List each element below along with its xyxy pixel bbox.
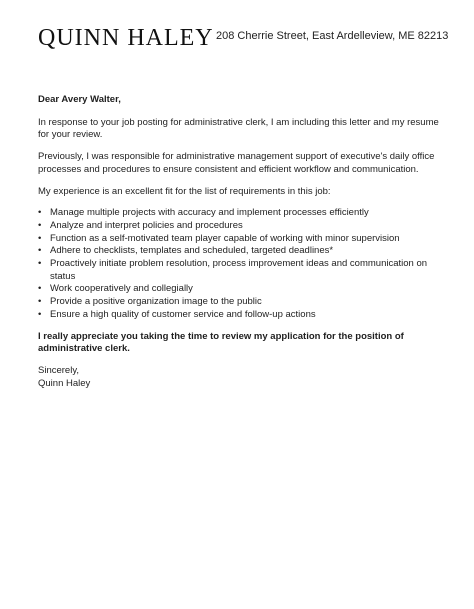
- closing-paragraph: I really appreciate you taking the time to review my application for the position of administrative clerk.: [38, 330, 404, 355]
- salutation: Dear Avery Walter,: [38, 94, 121, 105]
- list-item: • Provide a positive organization image to the public: [38, 296, 440, 309]
- list-item: • Function as a self-motivated team player capable of working with minor supervision: [38, 233, 440, 246]
- list-item: • Analyze and interpret policies and procedures: [38, 220, 440, 233]
- letter-body: [38, 94, 440, 390]
- list-item: • Ensure a high quality of customer service and follow-up actions: [38, 309, 440, 322]
- applicant-address: 208 Cherrie Street, East Ardelleview, ME 82213: [216, 30, 449, 42]
- list-item: • Work cooperatively and collegially: [38, 283, 440, 296]
- list-item: • Manage multiple projects with accuracy and implement processes efficiently: [38, 207, 440, 220]
- paragraph-intro: In response to your job posting for administrative clerk, I am including this letter and my resume for your review.: [38, 116, 439, 141]
- applicant-name: QUINN HALEY: [38, 25, 214, 51]
- requirements-list: [38, 207, 440, 321]
- list-item: • Adhere to checklists, templates and scheduled, targeted deadlines*: [38, 245, 440, 258]
- paragraph-experience: Previously, I was responsible for administrative management support of executive's daily office processes and procedures to ensure consistent and efficient workflow and communication.: [38, 151, 435, 175]
- signoff: [38, 365, 440, 390]
- letter-header: [38, 24, 449, 54]
- paragraph-requirements-intro: My experience is an excellent fit for the list of requirements in this job:: [38, 185, 331, 197]
- valediction: Sincerely,: [38, 364, 80, 376]
- list-item: • Proactively initiate problem resolution, process improvement ideas and communication on status: [38, 258, 440, 283]
- signature: Quinn Haley: [38, 377, 91, 389]
